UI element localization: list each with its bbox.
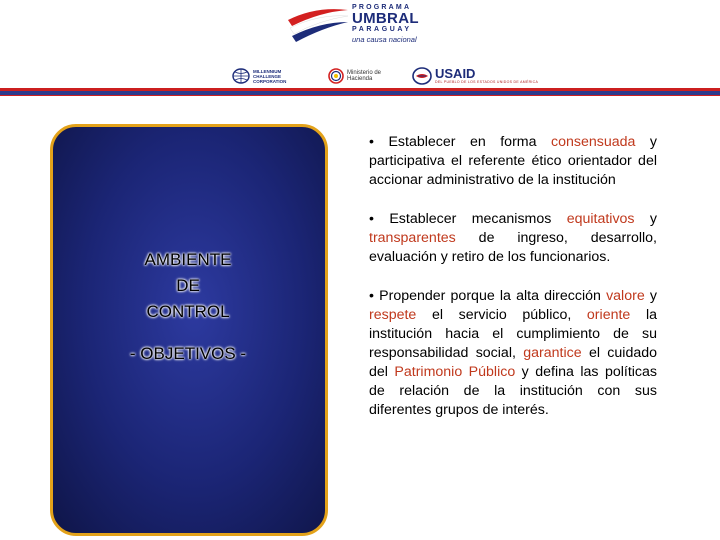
ambiente-control-panel	[50, 124, 328, 536]
bullet-text: y	[634, 211, 657, 227]
highlighted-term: equitativos	[566, 211, 635, 227]
bullet-text: • Propender porque la alta dirección	[369, 288, 607, 304]
objective-item	[369, 287, 657, 420]
mcc-logo	[232, 66, 299, 86]
highlighted-term: transparentes	[369, 230, 456, 246]
objectives-list	[369, 133, 657, 440]
usaid-name: USAID	[435, 66, 476, 81]
usaid-logo	[412, 66, 538, 86]
brand-line-paraguay: PARAGUAY	[352, 26, 412, 33]
bullet-text: • Establecer mecanismos	[369, 211, 567, 227]
ministerio-hacienda-logo	[328, 66, 387, 86]
bullet-text: de ingreso, desarrollo, evaluación y retiro de los funcionarios.	[369, 230, 657, 265]
highlighted-term: Patrimonio Público	[394, 364, 516, 380]
highlighted-term: valore	[606, 288, 645, 304]
bullet-text: el servicio público,	[416, 307, 587, 323]
objective-item	[369, 210, 657, 267]
ministerio-name: Ministerio de Hacienda	[347, 70, 382, 82]
highlighted-term: garantice	[523, 345, 582, 361]
bullet-text: la institución hacia el cumplimiento de su responsabilidad social,	[369, 307, 657, 361]
panel-title-line: DE	[176, 276, 200, 295]
panel-title	[0, 247, 376, 325]
bullet-text: el cuidado del	[369, 345, 658, 380]
panel-title-line: CONTROL	[146, 302, 230, 321]
panel-title-line: AMBIENTE	[144, 250, 232, 269]
mcc-globe-icon	[232, 68, 250, 84]
bullet-text: • Establecer en forma	[369, 134, 551, 150]
mcc-name: MILLENNIUM CHALLENGE CORPORATION	[253, 68, 287, 84]
highlighted-term: oriente	[586, 307, 631, 323]
objective-item	[369, 133, 657, 190]
programa-umbral-logo	[286, 4, 436, 44]
usaid-seal-icon	[412, 67, 432, 85]
brand-tagline: una causa nacional	[352, 35, 417, 44]
bullet-text: y	[644, 288, 657, 304]
coat-of-arms-icon	[328, 68, 344, 84]
highlighted-term: consensuada	[551, 134, 636, 150]
bullet-text: y defina las políticas de relación de la institución con sus diferentes grupos de interés.	[369, 364, 658, 418]
header-divider-red-thin	[0, 95, 720, 96]
highlighted-term: respete	[369, 307, 417, 323]
usaid-subtitle: DEL PUEBLO DE LOS ESTADOS UNIDOS DE AMÉRICA	[435, 80, 539, 84]
brand-line-programa: PROGRAMA	[352, 4, 412, 11]
bullet-text: y participativa el referente ético orientador del accionar administrativo de la institución	[369, 134, 657, 188]
brand-line-umbral: UMBRAL	[352, 10, 419, 27]
flag-swoosh-icon	[286, 6, 350, 42]
panel-subtitle: - OBJETIVOS -	[129, 344, 247, 363]
